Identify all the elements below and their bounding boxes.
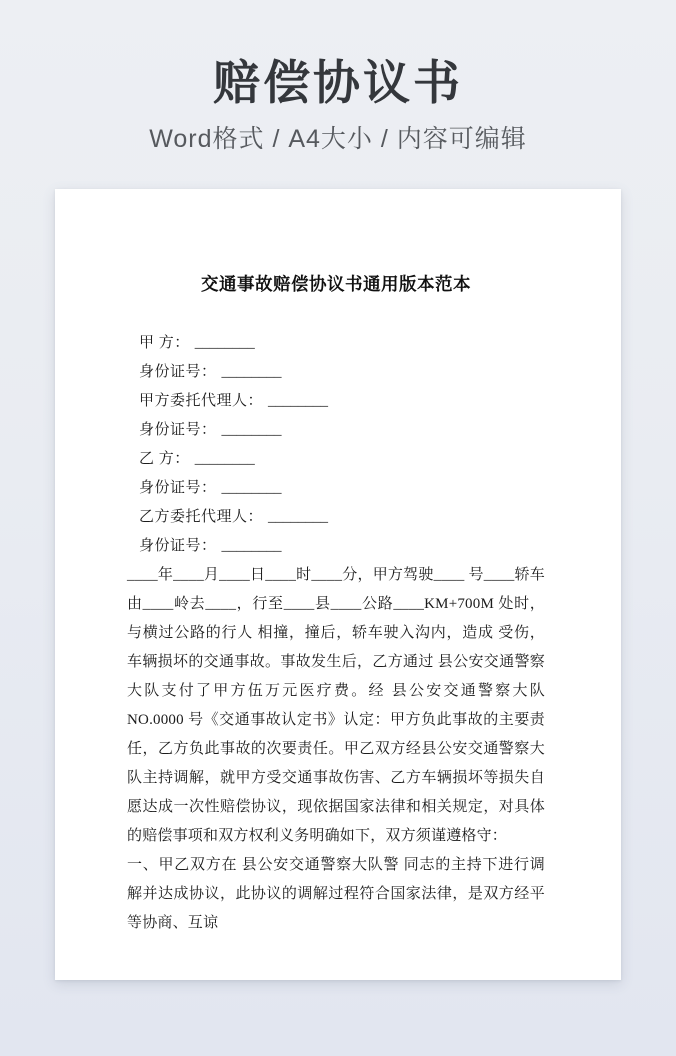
field-row bbox=[127, 416, 545, 445]
field-row bbox=[127, 474, 545, 503]
field-row bbox=[127, 445, 545, 474]
field-label: 甲 方： bbox=[139, 335, 190, 352]
field-list bbox=[127, 329, 545, 561]
header bbox=[0, 0, 676, 155]
field-label: 乙 方： bbox=[139, 451, 190, 468]
page-subtitle: Word格式 / A4大小 / 内容可编辑 bbox=[149, 125, 527, 154]
field-blank: ________ bbox=[268, 509, 329, 526]
field-blank: ________ bbox=[221, 538, 282, 555]
field-blank: ________ bbox=[221, 364, 282, 381]
page-title: 赔偿协议书 bbox=[213, 56, 463, 109]
field-blank: ________ bbox=[221, 480, 282, 497]
field-label: 甲方委托代理人： bbox=[139, 393, 264, 410]
field-blank: ________ bbox=[268, 393, 329, 410]
field-label: 身份证号： bbox=[139, 480, 217, 497]
paragraph: 一、甲乙双方在 县公安交通警察大队警 同志的主持下进行调解并达成协议，此协议的调解过程符合国家法律，是双方经平等协商、互谅 bbox=[127, 857, 545, 932]
field-row bbox=[127, 532, 545, 561]
document-title: 交通事故赔偿协议书通用版本范本 bbox=[201, 274, 471, 295]
document-page bbox=[55, 189, 621, 980]
field-blank: ________ bbox=[194, 335, 255, 352]
field-blank: ________ bbox=[221, 422, 282, 439]
field-blank: ________ bbox=[194, 451, 255, 468]
field-row bbox=[127, 503, 545, 532]
field-label: 乙方委托代理人： bbox=[139, 509, 264, 526]
field-label: 身份证号： bbox=[139, 538, 217, 555]
field-row bbox=[127, 358, 545, 387]
field-label: 身份证号： bbox=[139, 364, 217, 381]
paragraph: ____年____月____日____时____分，甲方驾驶____ 号____轿车由____岭去____，行至____县____公路____KM+700M 处时，与横过公路的行人 相撞，撞后，轿车驶入沟内，造成 受伤，车辆损坏的交通事故。事故发生后，乙方通过 县公安交通警察大队支付了甲方伍万元医疗费。经 县公安交通警察大队 NO.0000 号《交通事故认定书》认定：甲方负此事故的主要责任，乙方负此事故的次要责任。甲乙双方经县公安交通警察大队主持调解，就甲方受交通事故伤害、乙方车辆损坏等损失自愿达成一次性赔偿协议，现依据国家法律和相关规定，对具体的赔偿事项和双方权利义务明确如下，双方须谨遵格守： bbox=[127, 567, 545, 845]
field-row bbox=[127, 329, 545, 358]
document-body bbox=[127, 561, 545, 938]
field-label: 身份证号： bbox=[139, 422, 217, 439]
field-row bbox=[127, 387, 545, 416]
